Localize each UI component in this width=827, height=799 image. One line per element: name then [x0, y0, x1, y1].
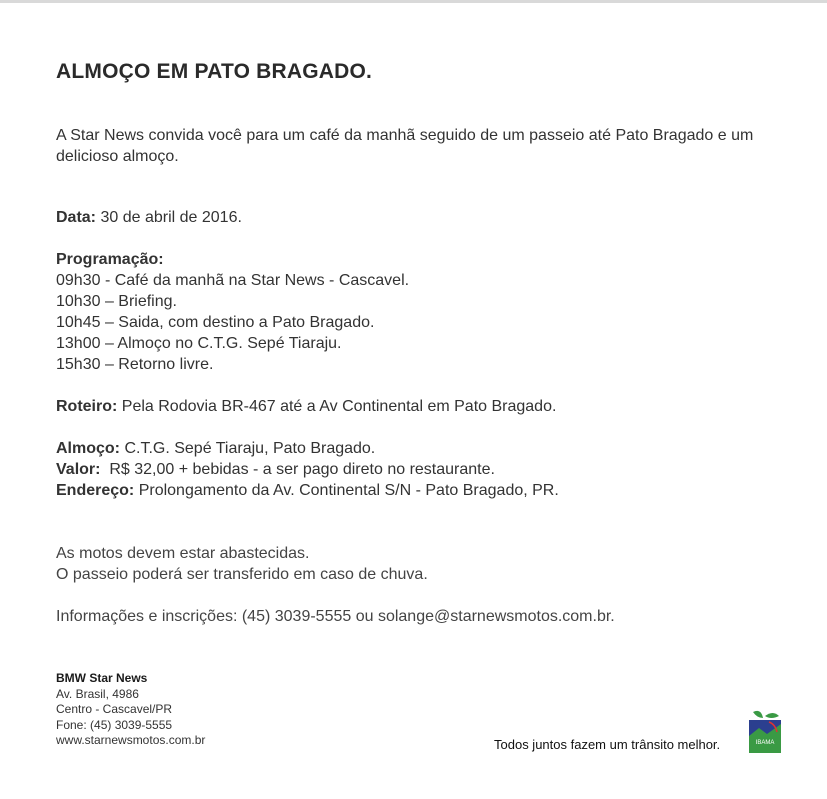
- contact-prefix: Informações e inscrições: (45) 3039-5555 ou: [56, 608, 378, 625]
- company-address: Av. Brasil, 4986: [56, 686, 139, 701]
- logo-text: IBAMA: [755, 740, 775, 746]
- schedule-item: 10h30 – Briefing.: [56, 293, 177, 310]
- page-title: ALMOÇO EM PATO BRAGADO.: [56, 60, 373, 83]
- schedule: [56, 249, 796, 375]
- notes: [56, 543, 796, 585]
- schedule-item: 09h30 - Café da manhã na Star News - Cascavel.: [56, 272, 410, 289]
- intro-text: [56, 125, 796, 167]
- contact-info: [56, 606, 796, 627]
- contact-email-link[interactable]: solange@starnewsmotos.com.br: [377, 608, 611, 625]
- intro-line-2: delicioso almoço.: [56, 148, 179, 165]
- company-phone: Fone: (45) 3039-5555: [56, 717, 173, 732]
- company-city: Centro - Cascavel/PR: [56, 702, 173, 716]
- lunch-value: C.T.G. Sepé Tiaraju, Pato Bragado.: [120, 440, 376, 457]
- date-label: Data:: [56, 209, 97, 226]
- company-name: BMW Star News: [56, 671, 148, 685]
- company-website-link[interactable]: www.starnewsmotos.com.br: [56, 733, 206, 747]
- intro-line-1: A Star News convida você para um café da manhã seguido de um passeio até Pato Bragado e um: [56, 127, 754, 144]
- route-label: Roteiro:: [56, 398, 118, 415]
- note-line-2: O passeio poderá ser transferido em caso de chuva.: [56, 566, 428, 583]
- schedule-label: Programação:: [56, 251, 164, 268]
- schedule-item: 15h30 – Retorno livre.: [56, 356, 214, 373]
- invitation-body: [56, 60, 796, 627]
- ibama-logo-icon: [743, 706, 785, 754]
- event-date: [56, 207, 796, 228]
- address-label: Endereço:: [56, 482, 135, 499]
- slogan: Todos juntos fazem um trânsito melhor.: [494, 737, 721, 752]
- price-label: Valor:: [56, 461, 101, 478]
- top-divider: [0, 0, 827, 3]
- date-value: 30 de abril de 2016.: [96, 209, 242, 226]
- route-value: Pela Rodovia BR-467 até a Av Continental em Pato Bragado.: [117, 398, 557, 415]
- contact-suffix: .: [610, 608, 615, 625]
- footer-company: [56, 671, 205, 749]
- schedule-item: 13h00 – Almoço no C.T.G. Sepé Tiaraju.: [56, 335, 342, 352]
- address-value: Prolongamento da Av. Continental S/N - Pato Bragado, PR.: [134, 482, 559, 499]
- note-line-1: As motos devem estar abastecidas.: [56, 545, 310, 562]
- lunch-label: Almoço:: [56, 440, 120, 457]
- schedule-item: 10h45 – Saida, com destino a Pato Bragado.: [56, 314, 375, 331]
- route: [56, 396, 796, 417]
- lunch-details: [56, 438, 796, 501]
- price-value: R$ 32,00 + bebidas - a ser pago direto no restaurante.: [100, 461, 495, 478]
